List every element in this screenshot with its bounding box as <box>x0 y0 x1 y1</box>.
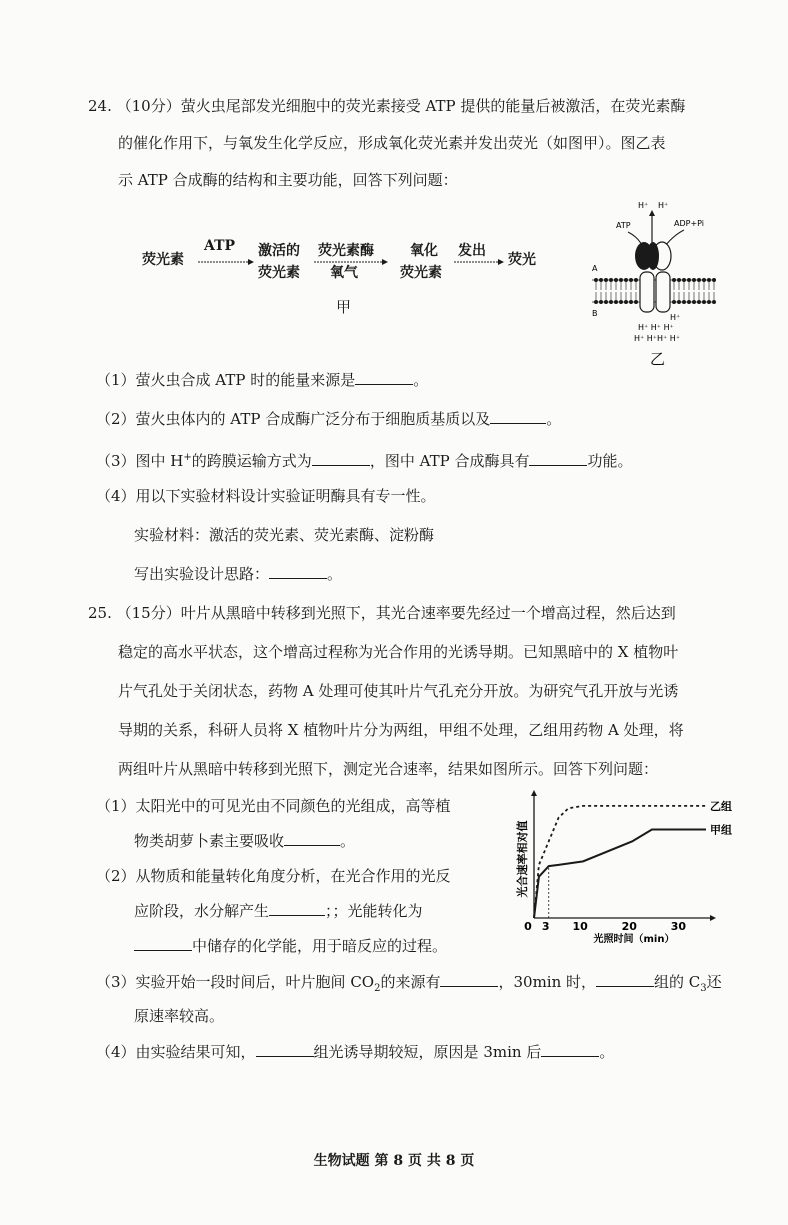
answer-blank[interactable] <box>134 936 192 951</box>
q25-line-4: 导期的关系，科研人员将 X 植物叶片分为两组，甲组不处理，乙组用药物 A 处理，将 <box>118 721 684 739</box>
q25-part-1b: 物类胡萝卜素主要吸收 。 <box>134 832 356 850</box>
answer-blank[interactable] <box>256 1042 314 1057</box>
h-top-2: H⁺ <box>658 201 669 210</box>
flow-enzyme: 荧光素酶 <box>318 243 374 259</box>
y-axis-label: 光合速率相对值 <box>516 820 529 898</box>
q25-part-2b: 应阶段，水分解产生 ；；光能转化为 <box>134 902 423 920</box>
h-low-1: H⁺ H⁺ H⁺ <box>638 323 674 332</box>
answer-blank[interactable] <box>312 451 370 466</box>
answer-blank[interactable] <box>284 831 340 846</box>
flow-emit: 发出 <box>458 243 486 259</box>
h-top-1: H⁺ <box>638 201 649 210</box>
flow-diagram-jia <box>140 236 560 306</box>
answer-blank[interactable] <box>541 1042 599 1057</box>
series-line-乙组 <box>534 806 706 918</box>
q25-line-2: 稳定的高水平状态，这个增高过程称为光合作用的光诱导期。已知黑暗中的 X 植物叶 <box>118 643 679 661</box>
figure-jia-label: 甲 <box>336 298 352 316</box>
flow-arrow-1 <box>198 258 254 266</box>
q24-materials: 实验材料：激活的荧光素、荧光素酶、淀粉酶 <box>134 526 435 544</box>
q25-part-3: （3）实验开始一段时间后，叶片胞间 $CO_2$的来源有 ，30min 时， 组的 $C_3$还 <box>96 973 722 994</box>
series-line-甲组 <box>534 830 706 919</box>
flow-oxidized-top: 氧化 <box>410 243 438 259</box>
flow-oxygen: 氧气 <box>330 265 358 281</box>
flow-oxidized-bottom: 荧光素 <box>400 265 442 281</box>
flow-arrow-3 <box>454 258 504 266</box>
x-tick-label: 30 <box>670 920 687 933</box>
flow-atp: ATP <box>204 238 236 254</box>
q24-design: 写出实验设计思路： 。 <box>134 565 343 583</box>
x-tick-label: 0 <box>524 920 532 933</box>
h-low-2: H⁺ H⁺H⁺ H⁺ <box>634 334 681 343</box>
x-axis-label: 光照时间（min） <box>593 934 675 945</box>
q25-part-2c: 中储存的化学能，用于暗反应的过程。 <box>134 936 447 956</box>
q25-part-4: （4）由实验结果可知， 组光诱导期较短，原因是 3min 后 。 <box>96 1043 615 1061</box>
q24-part-3: （3）图中 H+的跨膜运输方式为 ，图中 ATP 合成酶具有 功能。 <box>96 452 633 470</box>
adp-label: ADP+Pi <box>674 219 705 228</box>
figure-yi-atp-synthase <box>588 198 720 368</box>
answer-blank[interactable] <box>596 972 654 987</box>
x-tick-label: 20 <box>621 920 637 933</box>
x-axis-arrow <box>710 915 716 921</box>
answer-blank[interactable] <box>490 409 546 424</box>
x-tick-label: 3 <box>541 920 550 933</box>
figure-yi-label: 乙 <box>650 350 666 368</box>
q24-part-1: （1）萤火虫合成 ATP 时的能量来源是 。 <box>96 371 429 389</box>
q25-line-3: 片气孔处于关闭状态，药物 A 处理可使其叶片气孔充分开放。为研究气孔开放与光诱 <box>118 682 679 700</box>
legend-乙组: 乙组 <box>710 799 732 813</box>
side-a: A <box>592 264 598 273</box>
page-footer: 生物试题 第 8 页 共 8 页 <box>313 1153 475 1169</box>
legend-甲组: 甲组 <box>710 823 732 837</box>
q24-line-1: 24. （10分）萤火虫尾部发光细胞中的荧光素接受 ATP 提供的能量后被激活，在荧光素酶 <box>88 97 686 115</box>
answer-blank[interactable] <box>355 370 413 385</box>
q24-line-2: 的催化作用下，与氧发生化学反应，形成氧化荧光素并发出荧光（如图甲）。图乙表 <box>118 134 666 152</box>
q25-part-3b: 原速率较高。 <box>134 1007 225 1025</box>
side-b: B <box>592 309 598 318</box>
q24-line-3: 示 ATP 合成酶的结构和主要功能，回答下列问题： <box>118 171 458 189</box>
flow-activated-bottom: 荧光素 <box>258 265 300 281</box>
answer-blank[interactable] <box>440 972 498 987</box>
q24-part-4: （4）用以下实验材料设计实验证明酶具有专一性。 <box>96 487 436 505</box>
photosynthesis-chart <box>498 790 748 950</box>
q24-part-2: （2）萤火虫体内的 ATP 合成酶广泛分布于细胞质基质以及 。 <box>96 410 562 428</box>
flow-start: 荧光素 <box>142 252 184 268</box>
q25-line-5: 两组叶片从黑暗中转移到光照下，测定光合速率，结果如图所示。回答下列问题： <box>118 760 659 778</box>
q25-line-1: 25. （15分）叶片从黑暗中转移到光照下，其光合速率要先经过一个增高过程，然后达到 <box>88 604 676 622</box>
q25-part-2a: （2）从物质和能量转化角度分析，在光合作用的光反 <box>96 867 451 885</box>
answer-blank[interactable] <box>529 451 587 466</box>
h-mid: H⁺ <box>670 313 681 322</box>
flow-end: 荧光 <box>508 252 536 268</box>
flow-activated-top: 激活的 <box>258 243 300 259</box>
q25-part-1a: （1）太阳光中的可见光由不同颜色的光组成，高等植 <box>96 797 451 815</box>
x-tick-label: 10 <box>572 920 588 933</box>
y-axis-arrow <box>531 790 537 796</box>
answer-blank[interactable] <box>269 901 325 916</box>
answer-blank[interactable] <box>269 564 327 579</box>
atp-label: ATP <box>616 221 631 230</box>
